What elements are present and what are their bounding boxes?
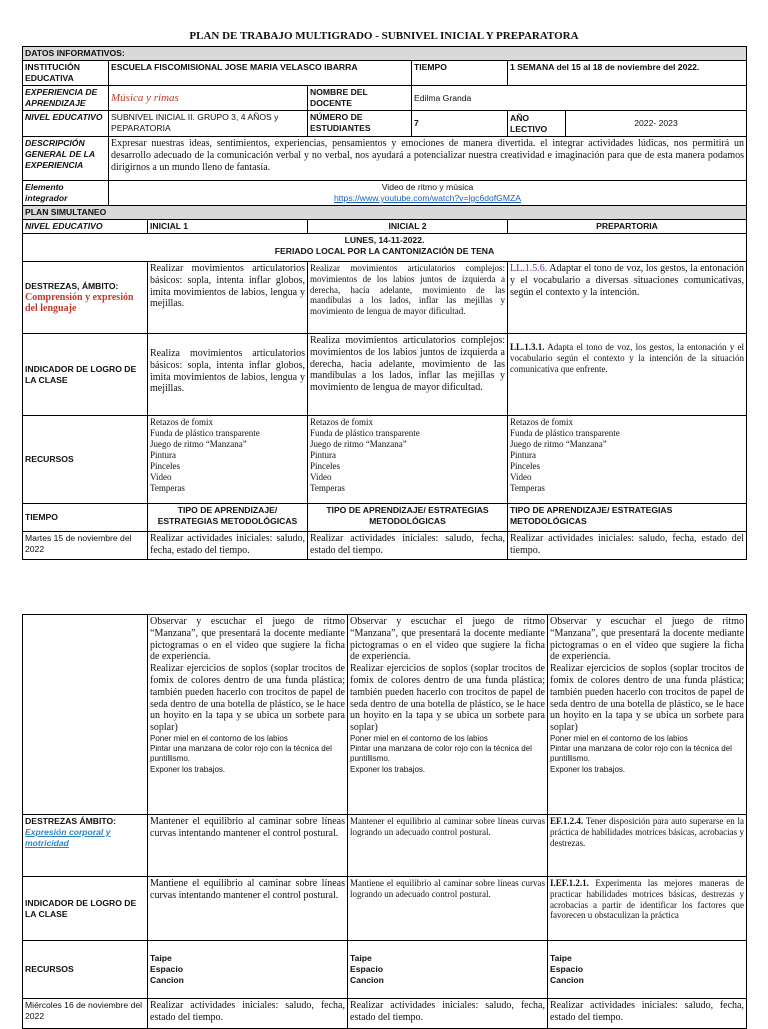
indicador2-label: INDICADOR DE LOGRO DE LA CLASE: [23, 877, 148, 941]
destreza-preparatoria: [508, 262, 747, 334]
estudiantes-label: NÚMERO DE ESTUDIANTES: [308, 111, 412, 137]
tiempo-value: 1 SEMANA del 15 al 18 de noviembre del 2022.: [508, 61, 747, 86]
observar-text: Observar y escuchar el juego de ritmo “Manzana”, que presentará la docente mediante pictogramas o en el video que sugiere la ficha de experiencia.: [350, 616, 545, 663]
manzana-text: Pintar una manzana de color rojo con la técnica del puntillismo.: [350, 744, 532, 764]
plan-table-page2: [22, 614, 747, 1029]
recurso-item: Juego de ritmo “Manzana”: [310, 439, 407, 449]
miel-text: Poner miel en el contorno de los labios: [550, 733, 688, 743]
indicador-label: INDICADOR DE LOGRO DE LA CLASE: [23, 334, 148, 416]
manzana-text: Pintar una manzana de color rojo con la técnica del puntillismo.: [150, 744, 332, 764]
tipo-header-3: TIPO DE APRENDIZAJE/ ESTRATEGIAS METODOLÓGICAS: [508, 504, 747, 532]
institucion-label: INSTITUCIÓN EDUCATIVA: [23, 61, 109, 86]
recursos2-inicial2: [348, 941, 548, 999]
actividades2-inicial2: Realizar actividades iniciales: saludo, fecha, estado del tiempo.: [348, 999, 548, 1029]
day1-date: LUNES, 14-11-2022.: [344, 235, 425, 245]
page-title: PLAN DE TRABAJO MULTIGRADO - SUBNIVEL INICIAL Y PREPARATORA: [189, 30, 579, 42]
nivel-label: NIVEL EDUCATIVO: [23, 111, 109, 137]
recursos2-label: RECURSOS: [23, 941, 148, 999]
actividades2-preparatoria: Realizar actividades iniciales: saludo, fecha, estado del tiempo.: [548, 999, 747, 1029]
destreza-inicial2: Realizar movimientos articulatorios complejos: movimientos de los labios juntos de izquierda a derecha, hacia adelante, movimiento de las mandíbulas a los lados, inflar las mejillas y movimiento de lengua de mayor dificultad.: [308, 262, 508, 334]
soplos-text: Realizar ejercicios de soplos (soplar trocitos de fomix de colores dentro de una funda plástica; también pueden hacerlo con trocitos de papel de seda dentro de una botella de plástico, se le hace un hoyito en la tapa y se ubica un sorbete para soplar): [150, 663, 345, 734]
recursos-preparatoria: [508, 416, 747, 504]
recurso-item: Retazos de fomix: [510, 417, 573, 427]
indicador-inicial2: Realiza movimientos articulatorios complejos: movimientos de los labios juntos de izquierda a derecha, hacia adelante, movimiento de las mandíbulas a los lados, inflar las mejillas y movimiento de lengua de mayor dificultad.: [308, 334, 508, 416]
recurso-item: Pinceles: [310, 461, 340, 471]
recursos2-inicial1: [148, 941, 348, 999]
recurso-item: Funda de plástico transparente: [310, 428, 420, 438]
actividades-preparatoria: Realizar actividades iniciales: saludo, fecha, estado del tiempo.: [508, 532, 747, 560]
recurso-item: Video: [310, 472, 332, 482]
recurso2-item: Espacio: [550, 964, 583, 974]
indicador-preparatoria: [508, 334, 747, 416]
manzana-text: Pintar una manzana de color rojo con la técnica del puntillismo.: [550, 744, 732, 764]
observar-text: Observar y escuchar el juego de ritmo “Manzana”, que presentará la docente mediante pictogramas o en el video que sugiere la ficha de experiencia.: [550, 616, 744, 663]
descripcion-value: Expresar nuestras ideas, sentimientos, experiencias, pensamientos y emociones de manera divertida. el integrar actividades lúdicas, nos permitirá un desarrollo adecuado de la comunicación verbal y no verbal, nos ayudará a potencializar nuestra creatividad e imaginación para que de esta manera podamos dirigirnos a un mundo lleno de fantasía.: [109, 137, 747, 181]
recursos-inicial2: [308, 416, 508, 504]
miercoles-date: Miércoles 16 de noviembre del 2022: [23, 999, 148, 1029]
exponer-text: Exponer los trabajos.: [350, 764, 426, 774]
recurso-item: Temperas: [510, 483, 545, 493]
tipo-header-2: TIPO DE APRENDIZAJE/ ESTRATEGIAS METODOLÓGICAS: [308, 504, 508, 532]
recursos-inicial1: [148, 416, 308, 504]
recurso-item: Temperas: [150, 483, 185, 493]
destreza2-inicial1: Mantener el equilibrio al caminar sobre líneas curvas intentando mantener el control postural.: [148, 815, 348, 877]
recurso-item: Video: [510, 472, 532, 482]
recurso-item: Pintura: [310, 450, 336, 460]
plan-header: PLAN SIMULTANEO: [23, 206, 747, 220]
recurso-item: Pinceles: [150, 461, 180, 471]
recurso-item: Retazos de fomix: [310, 417, 373, 427]
destreza-prep-text: Adaptar el tono de voz, los gestos, la entonación y el vocabulario a diversas situaciones comunicativas, según el contexto y la intención.: [510, 263, 744, 298]
recurso2-item: Taipe: [550, 953, 572, 963]
recurso2-item: Cancion: [550, 975, 584, 985]
recurso2-item: Taipe: [350, 953, 372, 963]
docente-label: NOMBRE DEL DOCENTE: [308, 86, 412, 111]
anio-label: AÑO LECTIVO: [508, 111, 566, 137]
day1-cell: [23, 234, 747, 262]
tiempo-col-label: TIEMPO: [23, 504, 148, 532]
actividades-cell-2: [348, 615, 548, 815]
plan-nivel-label: NIVEL EDUCATIVO: [23, 220, 148, 234]
destrezas2-label-cell: [23, 815, 148, 877]
actividades-inicial1: Realizar actividades iniciales: saludo, fecha, estado del tiempo.: [148, 532, 308, 560]
recursos-label: RECURSOS: [23, 416, 148, 504]
recurso-item: Funda de plástico transparente: [510, 428, 620, 438]
destrezas2-label: DESTREZAS ÁMBITO:: [25, 816, 117, 826]
ambito-motricidad: Expresión corporal y motricidad: [25, 827, 111, 848]
recurso-item: Pinceles: [510, 461, 540, 471]
destrezas-label-cell: [23, 262, 148, 334]
recurso-item: Video: [150, 472, 172, 482]
destreza2-inicial2: Mantener el equilibrio al caminar sobre líneas curvas logrando un adecuado control postural.: [348, 815, 548, 877]
indicador2-inicial1: Mantiene el equilibrio al caminar sobre líneas curvas intentando mantener el control postural.: [148, 877, 348, 941]
destreza2-preparatoria: [548, 815, 747, 877]
day1-note: FERIADO LOCAL POR LA CANTONIZACIÓN DE TENA: [274, 246, 495, 256]
estudiantes-value: 7: [412, 111, 508, 137]
ambito-lenguaje: Comprensión y expresión del lenguaje: [25, 292, 134, 314]
recurso-item: Pintura: [510, 450, 536, 460]
nivel-value: SUBNIVEL INICIAL II. GRUPO 3, 4 AÑOS y PEPARATORIA: [109, 111, 308, 137]
experiencia-value: Música y rimas: [109, 86, 308, 111]
descripcion-label: DESCRIPCIÓN GENERAL DE LA EXPERIENCIA: [23, 137, 109, 181]
indicador-inicial1: Realiza movimientos articulatorios básicos: sopla, intenta inflar globos, imita movimientos de labios, lengua y mejillas.: [148, 334, 308, 416]
actividades-cell-3: [548, 615, 747, 815]
soplos-text: Realizar ejercicios de soplos (soplar trocitos de fomix de colores dentro de una funda plástica; también pueden hacerlo con trocitos de papel de seda dentro de una botella de plástico, se le hace un hoyito en la tapa y se ubica un sorbete para soplar): [550, 663, 744, 734]
miel-text: Poner miel en el contorno de los labios: [150, 733, 288, 743]
datos-header: DATOS INFORMATIVOS:: [23, 47, 747, 61]
recurso2-item: Espacio: [350, 964, 383, 974]
docente-value: Edilma Granda: [412, 86, 747, 111]
recurso2-item: Taipe: [150, 953, 172, 963]
actividades2-inicial1: Realizar actividades iniciales: saludo, fecha, estado del tiempo.: [148, 999, 348, 1029]
recurso-item: Retazos de fomix: [150, 417, 213, 427]
indicador2-prep-text: Experimenta las mejores maneras de practicar habilidades motrices básicas, destrezas y acrobacias a partir de identificar los factores que favorecen u obstaculizan la práctica: [550, 878, 744, 921]
actividades-inicial2: Realizar actividades iniciales: saludo, fecha, estado del tiempo.: [308, 532, 508, 560]
recurso-item: Juego de ritmo “Manzana”: [510, 439, 607, 449]
actividades-cell-1: [148, 615, 348, 815]
anio-value: 2022- 2023: [566, 111, 747, 137]
indicador-code: LL.1.3.1.: [510, 342, 545, 352]
indicador2-preparatoria: [548, 877, 747, 941]
recursos2-preparatoria: [548, 941, 747, 999]
recurso-item: Juego de ritmo “Manzana”: [150, 439, 247, 449]
indicador2-code: I.EF.1.2.1.: [550, 878, 589, 888]
destrezas-label: DESTREZAS, ÁMBITO:: [25, 281, 119, 291]
experiencia-label: EXPERIENCIA DE APRENDIZAJE: [23, 86, 109, 111]
recurso-item: Pintura: [150, 450, 176, 460]
video-link[interactable]: https://www.youtube.com/watch?v=lgc6dofGMZA: [334, 193, 521, 203]
plan-table-page1: [22, 46, 747, 560]
recurso2-item: Espacio: [150, 964, 183, 974]
col-inicial-1: INICIAL 1: [148, 220, 308, 234]
recurso2-item: Cancion: [150, 975, 184, 985]
recurso2-item: Cancion: [350, 975, 384, 985]
martes-date: Martes 15 de noviembre del 2022: [23, 532, 148, 560]
destreza2-code: EF.1.2.4.: [550, 816, 584, 826]
elemento-cell: [109, 181, 747, 206]
destreza-code: LL.1.5.6.: [510, 263, 548, 274]
col-preparatoria: PREPARTORIA: [508, 220, 747, 234]
observar-text: Observar y escuchar el juego de ritmo “Manzana”, que presentará la docente mediante pictogramas o en el video que sugiere la ficha de experiencia.: [150, 616, 345, 663]
recurso-item: Temperas: [310, 483, 345, 493]
recurso-item: Funda de plástico transparente: [150, 428, 260, 438]
indicador-prep-text: Adapta el tono de voz, los gestos, la entonación y el vocabulario según el contexto y la intención de la situación comunicativa que enfrente.: [510, 342, 744, 374]
tipo-header-1: TIPO DE APRENDIZAJE/ ESTRATEGIAS METODOLÓGICAS: [148, 504, 308, 532]
institucion-value: ESCUELA FISCOMISIONAL JOSE MARIA VELASCO IBARRA: [109, 61, 412, 86]
exponer-text: Exponer los trabajos.: [550, 764, 626, 774]
elemento-label: Elemento integrador: [23, 181, 109, 206]
tiempo-label: TIEMPO: [412, 61, 508, 86]
miel-text: Poner miel en el contorno de los labios: [350, 733, 488, 743]
indicador2-inicial2: Mantiene el equilibrio al caminar sobre líneas curvas logrando un adecuado control postural.: [348, 877, 548, 941]
empty-cell: [23, 615, 148, 815]
col-inicial-2: INICIAL 2: [308, 220, 508, 234]
destreza-inicial1: Realizar movimientos articulatorios básicos: sopla, intenta inflar globos, imita movimientos de labios, lengua y mejillas.: [148, 262, 308, 334]
destreza2-prep-text: Tener disposición para auto superarse en la práctica de habilidades motrices básicas, acrobacias y destrezas.: [550, 816, 745, 848]
soplos-text: Realizar ejercicios de soplos (soplar trocitos de fomix de colores dentro de una funda plástica; también pueden hacerlo con trocitos de papel de seda dentro de una botella de plástico, se le hace un hoyito en la tapa y se ubica un sorbete para soplar): [350, 663, 545, 734]
exponer-text: Exponer los trabajos.: [150, 764, 226, 774]
elemento-value: Video de ritmo y música: [381, 182, 474, 192]
